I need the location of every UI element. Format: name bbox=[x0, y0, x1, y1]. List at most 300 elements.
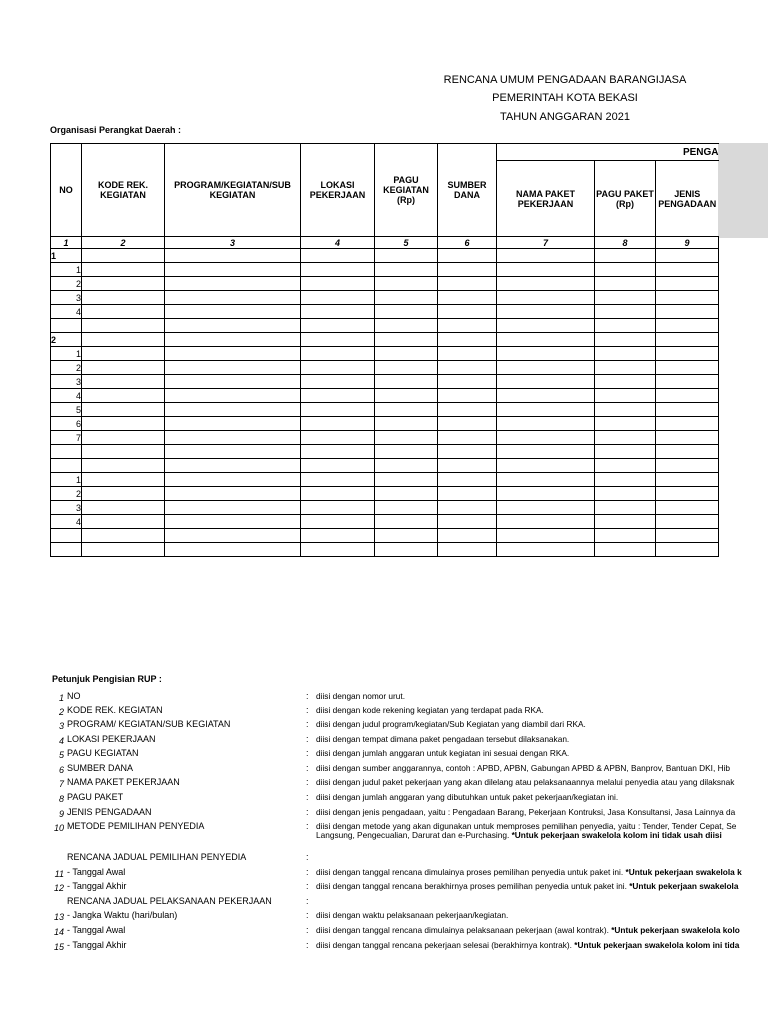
table-cell bbox=[165, 515, 301, 529]
table-row bbox=[51, 249, 719, 263]
guide-desc-text: diisi dengan jumlah anggaran yang dibutuhkan untuk paket pekerjaan/kegiatan ini. bbox=[316, 792, 619, 802]
table-cell bbox=[301, 305, 375, 319]
table-cell bbox=[497, 459, 595, 473]
table-cell bbox=[656, 291, 719, 305]
guide-item-colon: : bbox=[306, 896, 309, 906]
col-num: 1 bbox=[51, 237, 82, 249]
table-cell bbox=[301, 445, 375, 459]
guide-item-number: 13 bbox=[53, 912, 64, 922]
table-cell bbox=[301, 389, 375, 403]
row-number: 2 bbox=[51, 333, 82, 347]
table-cell bbox=[82, 529, 165, 543]
guide-item-description bbox=[316, 807, 736, 817]
guide-item-label: - Tanggal Akhir bbox=[67, 881, 127, 891]
table-cell bbox=[656, 515, 719, 529]
col-header-pagu-paket: PAGU PAKET (Rp) bbox=[595, 161, 656, 237]
guide-item-colon: : bbox=[306, 821, 309, 831]
table-cell bbox=[595, 305, 656, 319]
table-row bbox=[51, 417, 719, 431]
table-cell bbox=[595, 333, 656, 347]
table-cell bbox=[497, 501, 595, 515]
guide-item-description bbox=[316, 821, 737, 840]
table-cell bbox=[301, 333, 375, 347]
row-number: 6 bbox=[51, 417, 82, 431]
table-cell bbox=[301, 375, 375, 389]
table-cell bbox=[301, 473, 375, 487]
col-header-sumber: SUMBER DANA bbox=[438, 144, 497, 237]
guide-desc-text-line2: Langsung, Pengecualian, Darurat dan e-Purchasing. bbox=[316, 830, 512, 840]
col-header-jenis: JENIS PENGADAAN bbox=[656, 161, 719, 237]
guide-item-label: - Tanggal Awal bbox=[67, 867, 126, 877]
guide-item-colon: : bbox=[306, 777, 309, 787]
table-row bbox=[51, 529, 719, 543]
guide-item-label: - Tanggal Awal bbox=[67, 925, 126, 935]
row-number: 3 bbox=[51, 501, 82, 515]
table-cell bbox=[82, 473, 165, 487]
table-cell bbox=[438, 249, 497, 263]
row-number: 5 bbox=[51, 403, 82, 417]
guide-desc-note-line2: *Untuk pekerjaan swakelola kolom ini tidak usah diisi bbox=[511, 830, 722, 840]
table-cell bbox=[656, 319, 719, 333]
table-cell bbox=[82, 417, 165, 431]
table-cell bbox=[656, 277, 719, 291]
guide-desc-note: *Untuk pekerjaan swakelola kolo bbox=[611, 925, 740, 935]
guide-desc-text: diisi dengan tanggal rencana dimulainya proses pemilihan penyedia untuk paket ini. bbox=[316, 867, 626, 877]
table-cell bbox=[301, 347, 375, 361]
table-cell bbox=[165, 529, 301, 543]
table-cell bbox=[595, 417, 656, 431]
guide-item-description bbox=[316, 706, 718, 715]
guide-item-label: PAGU PAKET bbox=[67, 792, 124, 802]
table-cell bbox=[82, 277, 165, 291]
table-cell bbox=[656, 249, 719, 263]
table-cell bbox=[165, 487, 301, 501]
guide-desc-text: diisi dengan tanggal rencana berakhirnya proses pemilihan penyedia untuk paket ini. bbox=[316, 881, 630, 891]
guide-desc-note: *Untuk pekerjaan swakelola k bbox=[625, 867, 742, 877]
table-cell bbox=[301, 291, 375, 305]
table-cell bbox=[165, 389, 301, 403]
table-cell bbox=[82, 403, 165, 417]
guide-desc-text: diisi dengan judul paket pekerjaan yang akan dilelang atau pelaksanaannya melalui penyedia atau yang dilaksnak bbox=[316, 777, 735, 787]
table-cell bbox=[82, 515, 165, 529]
guide-item-number: 5 bbox=[58, 750, 64, 760]
col-num: 8 bbox=[595, 237, 656, 249]
table-cell bbox=[301, 459, 375, 473]
table-cell bbox=[656, 445, 719, 459]
table-cell bbox=[438, 277, 497, 291]
col-header-no: NO bbox=[51, 144, 82, 237]
table-cell bbox=[595, 473, 656, 487]
guide-item-label: METODE PEMILIHAN PENYEDIA bbox=[67, 821, 205, 831]
table-cell bbox=[438, 529, 497, 543]
table-cell bbox=[595, 389, 656, 403]
table-cell bbox=[497, 473, 595, 487]
table-cell bbox=[438, 291, 497, 305]
col-num: 3 bbox=[165, 237, 301, 249]
table-cell bbox=[656, 473, 719, 487]
guide-item-colon: : bbox=[306, 719, 309, 729]
guide-item-description bbox=[316, 881, 739, 891]
table-cell bbox=[301, 319, 375, 333]
table-cell bbox=[165, 361, 301, 375]
guide-item-number: 4 bbox=[58, 736, 64, 746]
table-cell bbox=[301, 543, 375, 557]
table-cell bbox=[438, 305, 497, 319]
guide-desc-text: diisi dengan kode rekening kegiatan yang terdapat pada RKA. bbox=[316, 705, 544, 715]
row-number: 2 bbox=[51, 487, 82, 501]
guide-desc-text: diisi dengan metode yang akan digunakan untuk memproses pemilihan penyedia, yaitu : Tender, Tender Cepat, Se bbox=[316, 821, 737, 831]
row-number: 4 bbox=[51, 389, 82, 403]
guide-item-number: 2 bbox=[58, 707, 64, 717]
guide-item-label: PROGRAM/ KEGIATAN/SUB KEGIATAN bbox=[67, 719, 231, 729]
guide-item-label: SUMBER DANA bbox=[67, 763, 134, 773]
guide-item-description bbox=[316, 749, 718, 758]
guide-item-label: KODE REK. KEGIATAN bbox=[67, 705, 163, 715]
row-number: 7 bbox=[51, 431, 82, 445]
row-number bbox=[51, 459, 82, 473]
guide-item-label: RENCANA JADUAL PELAKSANAAN PEKERJAAN bbox=[67, 896, 272, 906]
table-cell bbox=[438, 473, 497, 487]
table-cell bbox=[301, 529, 375, 543]
guide-desc-note: *Untuk pekerjaan swakelola bbox=[629, 881, 739, 891]
col-num: 7 bbox=[497, 237, 595, 249]
col-header-program: PROGRAM/KEGIATAN/SUB KEGIATAN bbox=[165, 144, 301, 237]
table-row bbox=[51, 403, 719, 417]
table-cell bbox=[595, 249, 656, 263]
col-header-kode: KODE REK. KEGIATAN bbox=[82, 144, 165, 237]
table-cell bbox=[595, 529, 656, 543]
table-cell bbox=[438, 459, 497, 473]
document-title: RENCANA UMUM PENGADAAN BARANGIJASA bbox=[443, 74, 687, 86]
row-number: 2 bbox=[51, 361, 82, 375]
table-cell bbox=[595, 347, 656, 361]
table-cell bbox=[375, 249, 438, 263]
table-cell bbox=[375, 459, 438, 473]
table-cell bbox=[375, 305, 438, 319]
table-cell bbox=[82, 543, 165, 557]
guide-desc-text: diisi dengan sumber anggarannya, contoh : APBD, APBN, Gabungan APBD & APBN, Banprov, Bantuan DKI, Hib bbox=[316, 763, 731, 773]
guide-item-number: 15 bbox=[53, 942, 64, 952]
table-cell bbox=[438, 347, 497, 361]
table-cell bbox=[497, 249, 595, 263]
guide-item-label: NO bbox=[67, 691, 81, 701]
guide-item-colon: : bbox=[306, 881, 309, 891]
table-cell bbox=[82, 375, 165, 389]
table-cell bbox=[301, 487, 375, 501]
table-cell bbox=[656, 305, 719, 319]
table-cell bbox=[497, 277, 595, 291]
document-subtitle-year: TAHUN ANGGARAN 2021 bbox=[499, 111, 630, 123]
table-cell bbox=[82, 361, 165, 375]
table-cell bbox=[656, 389, 719, 403]
table-cell bbox=[165, 305, 301, 319]
guide-desc-text: diisi dengan jenis pengadaan, yaitu : Pengadaan Barang, Pekerjaan Kontruksi, Jasa Konsultansi, Jasa Lainnya da bbox=[316, 807, 736, 817]
table-cell bbox=[301, 277, 375, 291]
gray-panel bbox=[718, 143, 768, 238]
table-cell bbox=[165, 431, 301, 445]
column-number-row bbox=[51, 237, 719, 249]
row-number bbox=[51, 319, 82, 333]
guide-desc-text: diisi dengan tanggal rencana pekerjaan selesai (berakhirnya kontrak). bbox=[316, 940, 575, 950]
table-row bbox=[51, 431, 719, 445]
table-cell bbox=[438, 333, 497, 347]
table-cell bbox=[375, 473, 438, 487]
guide-item-colon: : bbox=[306, 910, 309, 920]
table-cell bbox=[301, 403, 375, 417]
table-cell bbox=[375, 319, 438, 333]
table-row bbox=[51, 361, 719, 375]
table-row bbox=[51, 277, 719, 291]
table-cell bbox=[656, 403, 719, 417]
table-cell bbox=[497, 333, 595, 347]
table-cell bbox=[165, 319, 301, 333]
col-header-lokasi: LOKASI PEKERJAAN bbox=[301, 144, 375, 237]
table-cell bbox=[438, 361, 497, 375]
table-cell bbox=[595, 501, 656, 515]
table-cell bbox=[595, 403, 656, 417]
table-cell bbox=[656, 375, 719, 389]
table-cell bbox=[595, 375, 656, 389]
table-cell bbox=[438, 375, 497, 389]
table-cell bbox=[497, 431, 595, 445]
guide-desc-note: *Untuk pekerjaan swakelola kolom ini tida bbox=[574, 940, 740, 950]
table-cell bbox=[595, 459, 656, 473]
table-cell bbox=[82, 445, 165, 459]
guide-item-colon: : bbox=[306, 748, 309, 758]
guide-item-number: 3 bbox=[58, 721, 64, 731]
guide-desc-text: diisi dengan waktu pelaksanaan pekerjaan/kegiatan. bbox=[316, 910, 509, 920]
table-cell bbox=[497, 487, 595, 501]
table-cell bbox=[438, 487, 497, 501]
table-cell bbox=[375, 333, 438, 347]
table-cell bbox=[656, 543, 719, 557]
table-cell bbox=[656, 459, 719, 473]
table-cell bbox=[656, 487, 719, 501]
table-cell bbox=[497, 417, 595, 431]
guide-item-colon: : bbox=[306, 852, 309, 862]
col-header-pagu-kegiatan: PAGU KEGIATAN (Rp) bbox=[375, 144, 438, 237]
guide-desc-text: diisi dengan nomor urut. bbox=[316, 691, 406, 701]
guide-item-description bbox=[316, 777, 735, 787]
table-row bbox=[51, 291, 719, 305]
table-cell bbox=[165, 333, 301, 347]
rup-table bbox=[50, 143, 719, 557]
table-cell bbox=[497, 389, 595, 403]
table-cell bbox=[595, 263, 656, 277]
table-cell bbox=[301, 501, 375, 515]
guide-item-colon: : bbox=[306, 734, 309, 744]
table-cell bbox=[438, 403, 497, 417]
table-cell bbox=[438, 445, 497, 459]
table-cell bbox=[375, 487, 438, 501]
table-cell bbox=[165, 473, 301, 487]
table-cell bbox=[497, 291, 595, 305]
table-cell bbox=[165, 445, 301, 459]
table-cell bbox=[497, 529, 595, 543]
table-cell bbox=[375, 389, 438, 403]
col-num: 9 bbox=[656, 237, 719, 249]
table-cell bbox=[595, 361, 656, 375]
row-number: 1 bbox=[51, 263, 82, 277]
col-header-nama-paket: NAMA PAKET PEKERJAAN bbox=[497, 161, 595, 237]
table-cell bbox=[82, 389, 165, 403]
guide-item-colon: : bbox=[306, 792, 309, 802]
guide-item-number: 7 bbox=[58, 779, 64, 789]
table-cell bbox=[301, 249, 375, 263]
table-cell bbox=[595, 515, 656, 529]
table-row bbox=[51, 445, 719, 459]
table-row bbox=[51, 515, 719, 529]
table-row bbox=[51, 263, 719, 277]
table-cell bbox=[497, 375, 595, 389]
table-row bbox=[51, 333, 719, 347]
table-cell bbox=[375, 543, 438, 557]
row-number: 1 bbox=[51, 347, 82, 361]
guide-item-description bbox=[316, 793, 718, 802]
table-row bbox=[51, 347, 719, 361]
guide-desc-text: diisi dengan judul program/kegiatan/Sub Kegiatan yang diambil dari RKA. bbox=[316, 719, 586, 729]
guide-item-number: 11 bbox=[54, 869, 64, 879]
table-cell bbox=[497, 445, 595, 459]
guide-item-label: LOKASI PEKERJAAN bbox=[67, 734, 156, 744]
table-cell bbox=[82, 431, 165, 445]
guide-item-colon: : bbox=[306, 691, 309, 701]
guide-item-number: 8 bbox=[58, 794, 64, 804]
table-cell bbox=[82, 347, 165, 361]
table-row bbox=[51, 319, 719, 333]
table-cell bbox=[301, 361, 375, 375]
table-cell bbox=[497, 263, 595, 277]
table-cell bbox=[656, 263, 719, 277]
guide-desc-text: diisi dengan jumlah anggaran untuk kegiatan ini sesuai dengan RKA. bbox=[316, 748, 570, 758]
guide-item-number: 1 bbox=[58, 693, 64, 703]
table-cell bbox=[595, 487, 656, 501]
table-cell bbox=[165, 375, 301, 389]
table-cell bbox=[165, 543, 301, 557]
table-row bbox=[51, 501, 719, 515]
document-subtitle-city: PEMERINTAH KOTA BEKASI bbox=[492, 92, 638, 104]
table-cell bbox=[375, 263, 438, 277]
table-cell bbox=[375, 417, 438, 431]
guide-item-description bbox=[316, 911, 718, 920]
table-row bbox=[51, 543, 719, 557]
table-cell bbox=[301, 431, 375, 445]
table-cell bbox=[82, 459, 165, 473]
table-cell bbox=[375, 431, 438, 445]
guide-item-description bbox=[316, 925, 740, 935]
table-cell bbox=[375, 277, 438, 291]
guide-item-label: RENCANA JADUAL PEMILIHAN PENYEDIA bbox=[67, 852, 247, 862]
table-cell bbox=[165, 263, 301, 277]
guide-item-label: PAGU KEGIATAN bbox=[67, 748, 139, 758]
table-cell bbox=[497, 319, 595, 333]
org-label: Organisasi Perangkat Daerah : bbox=[50, 125, 182, 135]
table-row bbox=[51, 305, 719, 319]
guide-item-number: 9 bbox=[58, 809, 64, 819]
table-cell bbox=[595, 319, 656, 333]
guide-desc-text: diisi dengan tempat dimana paket pengadaan tersebut dilaksanakan. bbox=[316, 734, 570, 744]
table-cell bbox=[656, 501, 719, 515]
table-cell bbox=[301, 263, 375, 277]
guide-item-description bbox=[316, 692, 718, 701]
table-cell bbox=[656, 529, 719, 543]
table-cell bbox=[375, 501, 438, 515]
table-cell bbox=[301, 515, 375, 529]
row-number: 1 bbox=[51, 249, 82, 263]
table-cell bbox=[165, 403, 301, 417]
guide-item-description bbox=[316, 735, 718, 744]
table-cell bbox=[438, 431, 497, 445]
table-cell bbox=[438, 417, 497, 431]
table-cell bbox=[595, 445, 656, 459]
guide-item-colon: : bbox=[306, 940, 309, 950]
table-cell bbox=[438, 263, 497, 277]
table-cell bbox=[497, 543, 595, 557]
guide-item-label: - Jangka Waktu (hari/bulan) bbox=[67, 910, 178, 920]
table-cell bbox=[82, 319, 165, 333]
table-row bbox=[51, 375, 719, 389]
guide-item-number: 10 bbox=[53, 823, 64, 833]
table-cell bbox=[165, 249, 301, 263]
table-cell bbox=[497, 347, 595, 361]
table-cell bbox=[497, 403, 595, 417]
row-number bbox=[51, 543, 82, 557]
table-cell bbox=[375, 445, 438, 459]
col-num: 6 bbox=[438, 237, 497, 249]
col-num: 2 bbox=[82, 237, 165, 249]
table-cell bbox=[595, 543, 656, 557]
table-cell bbox=[375, 291, 438, 305]
row-number bbox=[51, 445, 82, 459]
table-cell bbox=[82, 487, 165, 501]
table-cell bbox=[375, 515, 438, 529]
table-cell bbox=[82, 249, 165, 263]
guide-item-colon: : bbox=[306, 807, 309, 817]
guide-item-label: JENIS PENGADAAN bbox=[67, 807, 152, 817]
table-cell bbox=[497, 515, 595, 529]
row-number bbox=[51, 529, 82, 543]
table-cell bbox=[82, 291, 165, 305]
table-cell bbox=[165, 501, 301, 515]
table-cell bbox=[165, 347, 301, 361]
row-number: 1 bbox=[51, 473, 82, 487]
table-cell bbox=[301, 417, 375, 431]
table-cell bbox=[497, 305, 595, 319]
guide-item-description bbox=[316, 940, 740, 950]
table-cell bbox=[438, 501, 497, 515]
table-cell bbox=[656, 417, 719, 431]
table-row bbox=[51, 487, 719, 501]
guide-item-description bbox=[316, 867, 742, 877]
table-cell bbox=[375, 361, 438, 375]
table-cell bbox=[375, 529, 438, 543]
row-number: 4 bbox=[51, 515, 82, 529]
guide-item-number: 14 bbox=[53, 927, 64, 937]
table-cell bbox=[165, 277, 301, 291]
table-cell bbox=[375, 347, 438, 361]
table-cell bbox=[438, 543, 497, 557]
row-number: 3 bbox=[51, 375, 82, 389]
table-cell bbox=[438, 319, 497, 333]
table-cell bbox=[375, 375, 438, 389]
group-header-pengadaan: PENGA bbox=[497, 144, 719, 161]
guide-item-colon: : bbox=[306, 763, 309, 773]
table-cell bbox=[438, 389, 497, 403]
table-cell bbox=[656, 333, 719, 347]
guide-title: Petunjuk Pengisian RUP : bbox=[52, 674, 162, 684]
guide-item-number: 6 bbox=[58, 765, 64, 775]
table-cell bbox=[82, 263, 165, 277]
